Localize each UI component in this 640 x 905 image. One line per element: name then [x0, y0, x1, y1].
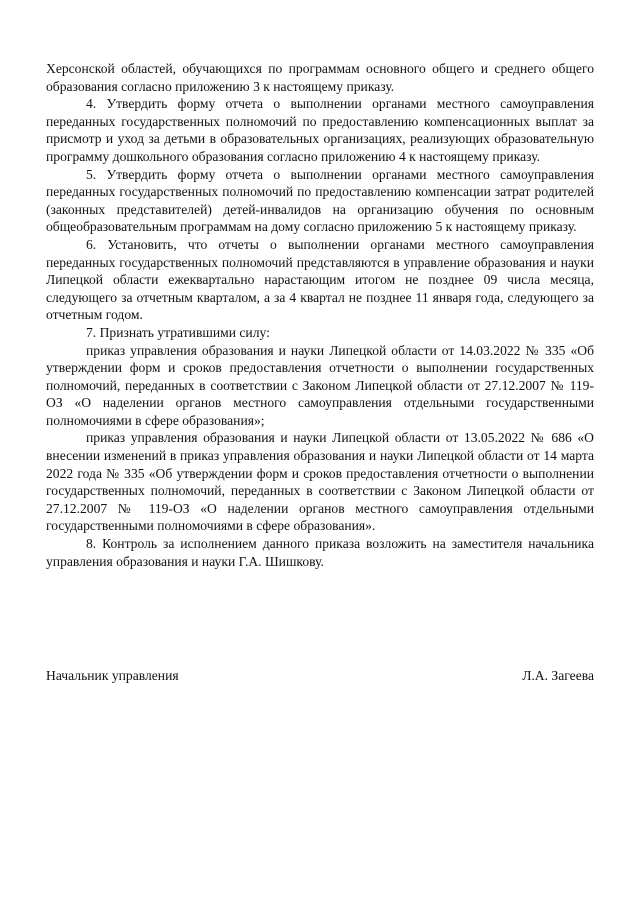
paragraph-repealed-order-686: приказ управления образования и науки Липецкой области от 13.05.2022 № 686 «О внесении изменений в приказ управления образования и науки Липецкой области от 14 марта 2022 года № 335 «Об утверждении форм и сроков предоставления отчетности о выполнении государственных полномочий, переданных в соответствии с Законом Липецкой области от 27.12.2007 № 119-ОЗ «О наделении органов местного самоуправления отдельными государственными полномочиями в сфере образования».: [46, 430, 594, 534]
paragraph-continuation: Херсонской областей, обучающихся по программам основного общего и среднего общего образования согласно приложению 3 к настоящему приказу.: [46, 61, 594, 94]
paragraph-item-5: 5. Утвердить форму отчета о выполнении органами местного самоуправления переданных государственных полномочий по предоставлению компенсации затрат родителей (законных представителей) детей-инвалидов на организацию обучения по основным общеобразовательным программам на дому согласно приложению 5 к настоящему приказу.: [46, 166, 594, 235]
paragraph-item-6: 6. Установить, что отчеты о выполнении органами местного самоуправления переданных государственных полномочий представляются в управление образования и науки Липецкой области ежеквартально нарастающим итогом не позднее 09 числа месяца, следующего за отчетным кварталом, а за 4 квартал не позднее 11 января года, следующего за отчетным годом.: [46, 236, 594, 323]
paragraph-item-8: 8. Контроль за исполнением данного приказа возложить на заместителя начальника управления образования и науки Г.А. Шишкову.: [46, 536, 594, 569]
signature-block: [46, 667, 594, 685]
signature-position: Начальник управления: [46, 668, 179, 683]
signature-name: Л.А. Загеева: [522, 668, 594, 683]
paragraph-item-7: 7. Признать утратившими силу:: [86, 324, 270, 340]
paragraph-item-4: 4. Утвердить форму отчета о выполнении органами местного самоуправления переданных государственных полномочий по предоставлению компенсационных выплат за присмотр и уход за детьми в образовательных организациях, реализующих образовательную программу дошкольного образования согласно приложению 4 к настоящему приказу.: [46, 96, 594, 164]
document-body: [46, 60, 594, 570]
paragraph-repealed-order-335: приказ управления образования и науки Липецкой области от 14.03.2022 № 335 «Об утверждении форм и сроков предоставления отчетности о выполнении государственных полномочий, переданных в соответствии с Законом Липецкой области от 27.12.2007 № 119-ОЗ «О наделении органов местного самоуправления отдельными государственными полномочиями в сфере образования»;: [46, 342, 594, 428]
